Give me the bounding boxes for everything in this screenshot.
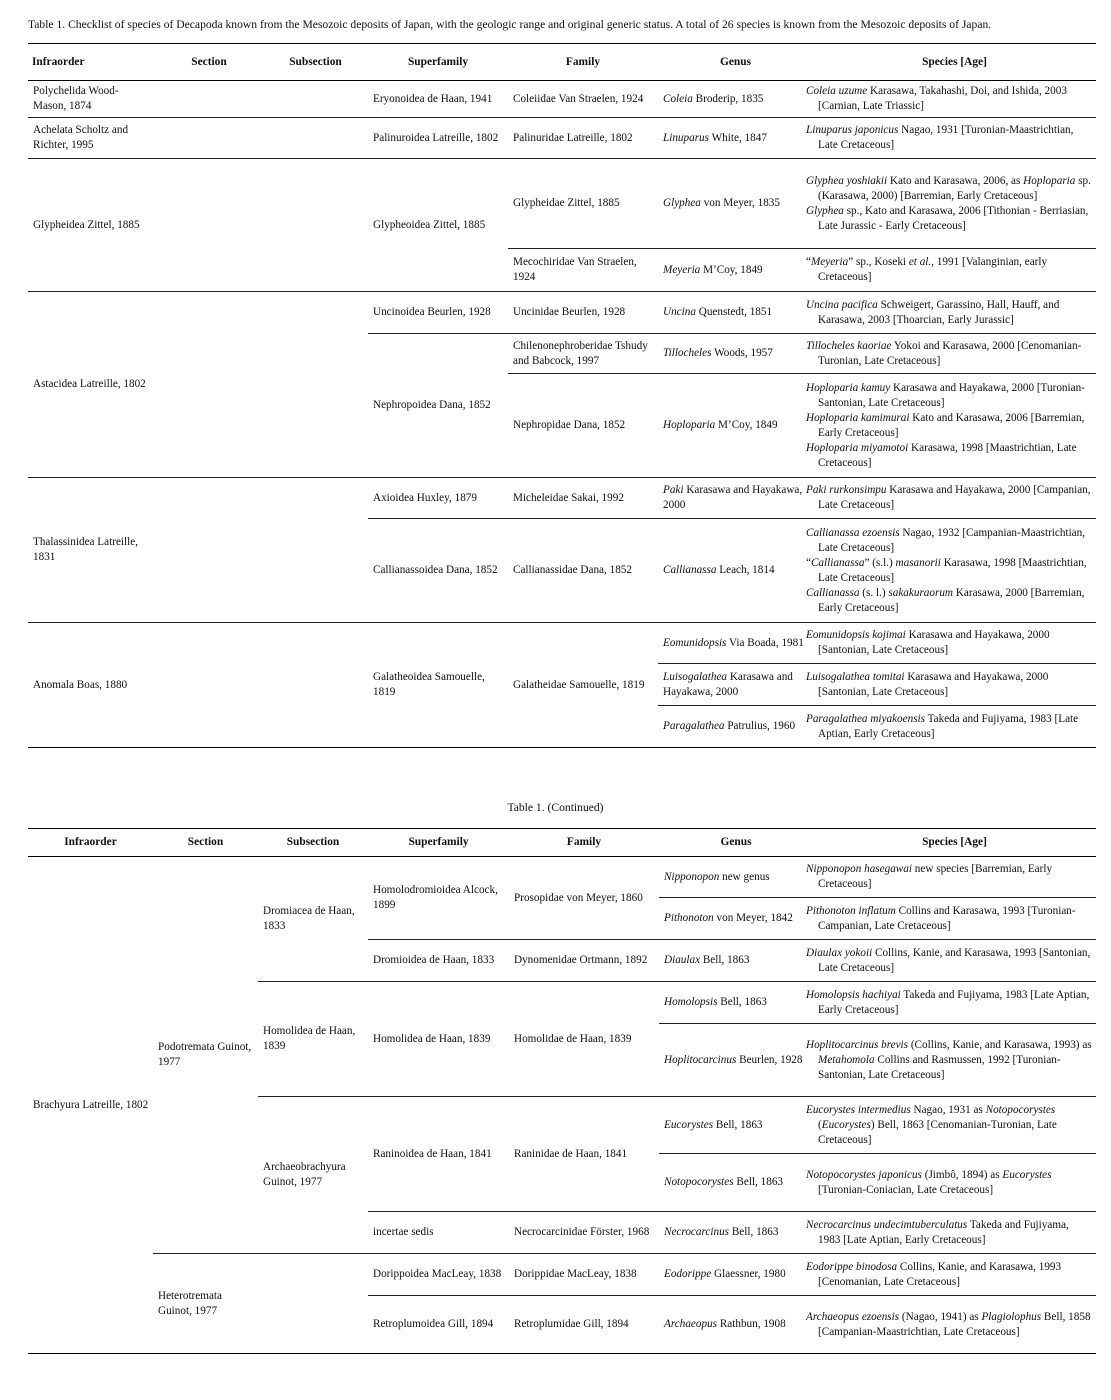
family-cell: Homolidae de Haan, 1839: [509, 982, 659, 1097]
species-cell: Eodorippe binodosa Collins, Kanie, and Karasawa, 1993 [Cenomanian, Late Cretaceous]: [813, 1254, 1096, 1296]
superfamily-cell: incertae sedis: [368, 1212, 509, 1254]
infraorder-cell: Brachyura Latreille, 1802: [28, 857, 153, 1354]
section-cell: [155, 159, 263, 292]
family-cell: Raninidae de Haan, 1841: [509, 1097, 659, 1212]
col-header-family: Family: [508, 44, 658, 81]
family-cell: Uncinidae Beurlen, 1928: [508, 292, 658, 334]
genus-cell: Callianassa Leach, 1814: [658, 519, 813, 623]
table-row: [28, 292, 1096, 334]
subsection-cell: Homolidea de Haan, 1839: [258, 982, 368, 1097]
species-cell: Nipponopon hasegawai new species [Barremian, Early Cretaceous]: [813, 857, 1096, 898]
superfamily-cell: Homolodromioidea Alcock, 1899: [368, 857, 509, 940]
species-cell: Eomunidopsis kojimai Karasawa and Hayakawa, 2000 [Santonian, Late Cretaceous]: [813, 623, 1096, 664]
subsection-cell: [263, 118, 368, 159]
col-header-species-age: Species [Age]: [813, 44, 1096, 81]
col-header-superfamily: Superfamily: [368, 44, 508, 81]
species-cell: Luisogalathea tomitai Karasawa and Hayakawa, 2000 [Santonian, Late Cretaceous]: [813, 664, 1096, 706]
col-header-infraorder: Infraorder: [28, 829, 153, 857]
infraorder-cell: Glypheidea Zittel, 1885: [28, 159, 155, 292]
genus-cell: Glyphea von Meyer, 1835: [658, 159, 813, 249]
table-row: [28, 159, 1096, 249]
species-cell: Paki rurkonsimpu Karasawa and Hayakawa, 2000 [Campanian, Late Cretaceous]: [813, 478, 1096, 519]
genus-cell: Nipponopon new genus: [659, 857, 813, 898]
family-cell: Chilenonephroberidae Tshudy and Babcock, 1997: [508, 334, 658, 374]
table-row: [28, 81, 1096, 118]
family-cell: Glypheidae Zittel, 1885: [508, 159, 658, 249]
col-header-genus: Genus: [659, 829, 813, 857]
genus-cell: Paki Karasawa and Hayakawa, 2000: [658, 478, 813, 519]
species-cell: Homolopsis hachiyai Takeda and Fujiyama, 1983 [Late Aptian, Early Cretaceous]: [813, 982, 1096, 1024]
subsection-cell: Archaeobrachyura Guinot, 1977: [258, 1097, 368, 1254]
superfamily-cell: Axioidea Huxley, 1879: [368, 478, 508, 519]
superfamily-cell: Raninoidea de Haan, 1841: [368, 1097, 509, 1212]
col-header-section: Section: [155, 44, 263, 81]
superfamily-cell: Uncinoidea Beurlen, 1928: [368, 292, 508, 334]
col-header-infraorder: Infraorder: [28, 44, 155, 81]
genus-cell: Meyeria M’Coy, 1849: [658, 249, 813, 292]
superfamily-cell: Homolidea de Haan, 1839: [368, 982, 509, 1097]
subsection-cell: [263, 292, 368, 478]
genus-cell: Eucorystes Bell, 1863: [659, 1097, 813, 1154]
superfamily-cell: Eryonoidea de Haan, 1941: [368, 81, 508, 118]
section-cell: [155, 118, 263, 159]
genus-cell: Eomunidopsis Via Boada, 1981: [658, 623, 813, 664]
table-row: [28, 478, 1096, 519]
col-header-genus: Genus: [658, 44, 813, 81]
species-cell: Glyphea yoshiakii Kato and Karasawa, 2006, as Hoploparia sp. (Karasawa, 2000) [Barremian, Early Cretaceous] Glyphea sp., Kato and Karasawa, 2006 [Tithonian - Berriasian, Late Jurassic - Early Cretaceous]: [813, 159, 1096, 249]
section-cell: [155, 292, 263, 478]
col-header-superfamily: Superfamily: [368, 829, 509, 857]
species-cell: “Meyeria” sp., Koseki et al., 1991 [Valanginian, early Cretaceous]: [813, 249, 1096, 292]
table-row: [28, 1254, 1096, 1296]
genus-cell: Necrocarcinus Bell, 1863: [659, 1212, 813, 1254]
superfamily-cell: Dromioidea de Haan, 1833: [368, 940, 509, 982]
genus-cell: Hoploparia M’Coy, 1849: [658, 374, 813, 478]
infraorder-cell: Anomala Boas, 1880: [28, 623, 155, 748]
family-cell: Prosopidae von Meyer, 1860: [509, 857, 659, 940]
table-caption-continued: Table 1. (Continued): [507, 801, 604, 814]
species-cell: Notopocorystes japonicus (Jimbô, 1894) as Eucorystes [Turonian-Coniacian, Late Cretaceous]: [813, 1154, 1096, 1212]
col-header-subsection: Subsection: [258, 829, 368, 857]
section-cell: Heterotremata Guinot, 1977: [153, 1254, 258, 1354]
section-cell: [155, 478, 263, 623]
family-cell: Retroplumidae Gill, 1894: [509, 1296, 659, 1354]
genus-cell: Luisogalathea Karasawa and Hayakawa, 2000: [658, 664, 813, 706]
col-header-section: Section: [153, 829, 258, 857]
family-cell: Mecochiridae Van Straelen, 1924: [508, 249, 658, 292]
table-row: [28, 623, 1096, 664]
header-row: [28, 44, 1096, 81]
genus-cell: Paragalathea Patrulius, 1960: [658, 706, 813, 748]
superfamily-cell: Glypheoidea Zittel, 1885: [368, 159, 508, 292]
species-cell: Necrocarcinus undecimtuberculatus Takeda and Fujiyama, 1983 [Late Aptian, Early Cretaceous]: [813, 1212, 1096, 1254]
checklist-table-part1: [28, 43, 1096, 748]
species-cell: Hoploparia kamuy Karasawa and Hayakawa, 2000 [Turonian-Santonian, Late Cretaceous] Hoploparia kamimurai Kato and Karasawa, 2006 [Barremian, Early Cretaceous] Hoploparia miyamotoi Karasawa, 1998 [Maastrichtian, Late Cretaceous]: [813, 374, 1096, 478]
family-cell: Nephropidae Dana, 1852: [508, 374, 658, 478]
superfamily-cell: Nephropoidea Dana, 1852: [368, 334, 508, 478]
species-cell: Paragalathea miyakoensis Takeda and Fujiyama, 1983 [Late Aptian, Early Cretaceous]: [813, 706, 1096, 748]
section-cell: [155, 81, 263, 118]
infraorder-cell: Achelata Scholtz and Richter, 1995: [28, 118, 155, 159]
subsection-cell: Dromiacea de Haan, 1833: [258, 857, 368, 982]
header-row: [28, 829, 1096, 857]
species-cell: Tillocheles kaoriae Yokoi and Karasawa, 2000 [Cenomanian-Turonian, Late Cretaceous]: [813, 334, 1096, 374]
table-row: [28, 118, 1096, 159]
col-header-family: Family: [509, 829, 659, 857]
species-cell: Archaeopus ezoensis (Nagao, 1941) as Plagiolophus Bell, 1858 [Campanian-Maastrichtian, Late Cretaceous]: [813, 1296, 1096, 1354]
species-cell: Uncina pacifica Schweigert, Garassino, Hall, Hauff, and Karasawa, 2003 [Thoarcian, Early Jurassic]: [813, 292, 1096, 334]
checklist-table-part2: [28, 828, 1096, 1354]
family-cell: Necrocarcinidae Förster, 1968: [509, 1212, 659, 1254]
infraorder-cell: Astacidea Latreille, 1802: [28, 292, 155, 478]
genus-cell: Hoplitocarcinus Beurlen, 1928: [659, 1024, 813, 1097]
superfamily-cell: Retroplumoidea Gill, 1894: [368, 1296, 509, 1354]
section-cell: Podotremata Guinot, 1977: [153, 857, 258, 1254]
infraorder-cell: Polychelida Wood-Mason, 1874: [28, 81, 155, 118]
col-header-subsection: Subsection: [263, 44, 368, 81]
genus-cell: Pithonoton von Meyer, 1842: [659, 898, 813, 940]
family-cell: Galatheidae Samouelle, 1819: [508, 623, 658, 748]
species-cell: Hoplitocarcinus brevis (Collins, Kanie, and Karasawa, 1993) as Metahomola Collins and Rasmussen, 1992 [Turonian-Santonian, Late Cretaceous]: [813, 1024, 1096, 1097]
genus-cell: Linuparus White, 1847: [658, 118, 813, 159]
genus-cell: Coleia Broderip, 1835: [658, 81, 813, 118]
species-cell: Callianassa ezoensis Nagao, 1932 [Campanian-Maastrichtian, Late Cretaceous] “Callianassa” (s.l.) masanorii Karasawa, 1998 [Maastrichtian, Late Cretaceous] Callianassa (s. l.) sakakuraorum Karasawa, 2000 [Barremian, Early Cretaceous]: [813, 519, 1096, 623]
family-cell: Dynomenidae Ortmann, 1892: [509, 940, 659, 982]
species-cell: Eucorystes intermedius Nagao, 1931 as Notopocorystes (Eucorystes) Bell, 1863 [Cenomanian-Turonian, Late Cretaceous]: [813, 1097, 1096, 1154]
genus-cell: Archaeopus Rathbun, 1908: [659, 1296, 813, 1354]
superfamily-cell: Dorippoidea MacLeay, 1838: [368, 1254, 509, 1296]
genus-cell: Homolopsis Bell, 1863: [659, 982, 813, 1024]
species-cell: Linuparus japonicus Nagao, 1931 [Turonian-Maastrichtian, Late Cretaceous]: [813, 118, 1096, 159]
superfamily-cell: Callianassoidea Dana, 1852: [368, 519, 508, 623]
subsection-cell: [258, 1254, 368, 1354]
subsection-cell: [263, 81, 368, 118]
superfamily-cell: Galatheoidea Samouelle, 1819: [368, 623, 508, 748]
family-cell: Micheleidae Sakai, 1992: [508, 478, 658, 519]
genus-cell: Diaulax Bell, 1863: [659, 940, 813, 982]
genus-cell: Notopocorystes Bell, 1863: [659, 1154, 813, 1212]
table-row: [28, 857, 1096, 898]
subsection-cell: [263, 623, 368, 748]
subsection-cell: [263, 478, 368, 623]
genus-cell: Eodorippe Glaessner, 1980: [659, 1254, 813, 1296]
section-cell: [155, 623, 263, 748]
family-cell: Dorippidae MacLeay, 1838: [509, 1254, 659, 1296]
table-caption: Table 1. Checklist of species of Decapoda known from the Mesozoic deposits of Japan, with the geologic range and original generic status. A total of 26 species is known from the Mesozoic deposits of Japan.: [28, 18, 992, 31]
family-cell: Callianassidae Dana, 1852: [508, 519, 658, 623]
genus-cell: Tillocheles Woods, 1957: [658, 334, 813, 374]
species-cell: Coleia uzume Karasawa, Takahashi, Doi, and Ishida, 2003 [Carnian, Late Triassic]: [813, 81, 1096, 118]
infraorder-cell: Thalassinidea Latreille, 1831: [28, 478, 155, 623]
family-cell: Palinuridae Latreille, 1802: [508, 118, 658, 159]
superfamily-cell: Palinuroidea Latreille, 1802: [368, 118, 508, 159]
species-cell: Pithonoton inflatum Collins and Karasawa, 1993 [Turonian-Campanian, Late Cretaceous]: [813, 898, 1096, 940]
subsection-cell: [263, 159, 368, 292]
species-cell: Diaulax yokoii Collins, Kanie, and Karasawa, 1993 [Santonian, Late Cretaceous]: [813, 940, 1096, 982]
col-header-species-age: Species [Age]: [813, 829, 1096, 857]
family-cell: Coleiidae Van Straelen, 1924: [508, 81, 658, 118]
genus-cell: Uncina Quenstedt, 1851: [658, 292, 813, 334]
